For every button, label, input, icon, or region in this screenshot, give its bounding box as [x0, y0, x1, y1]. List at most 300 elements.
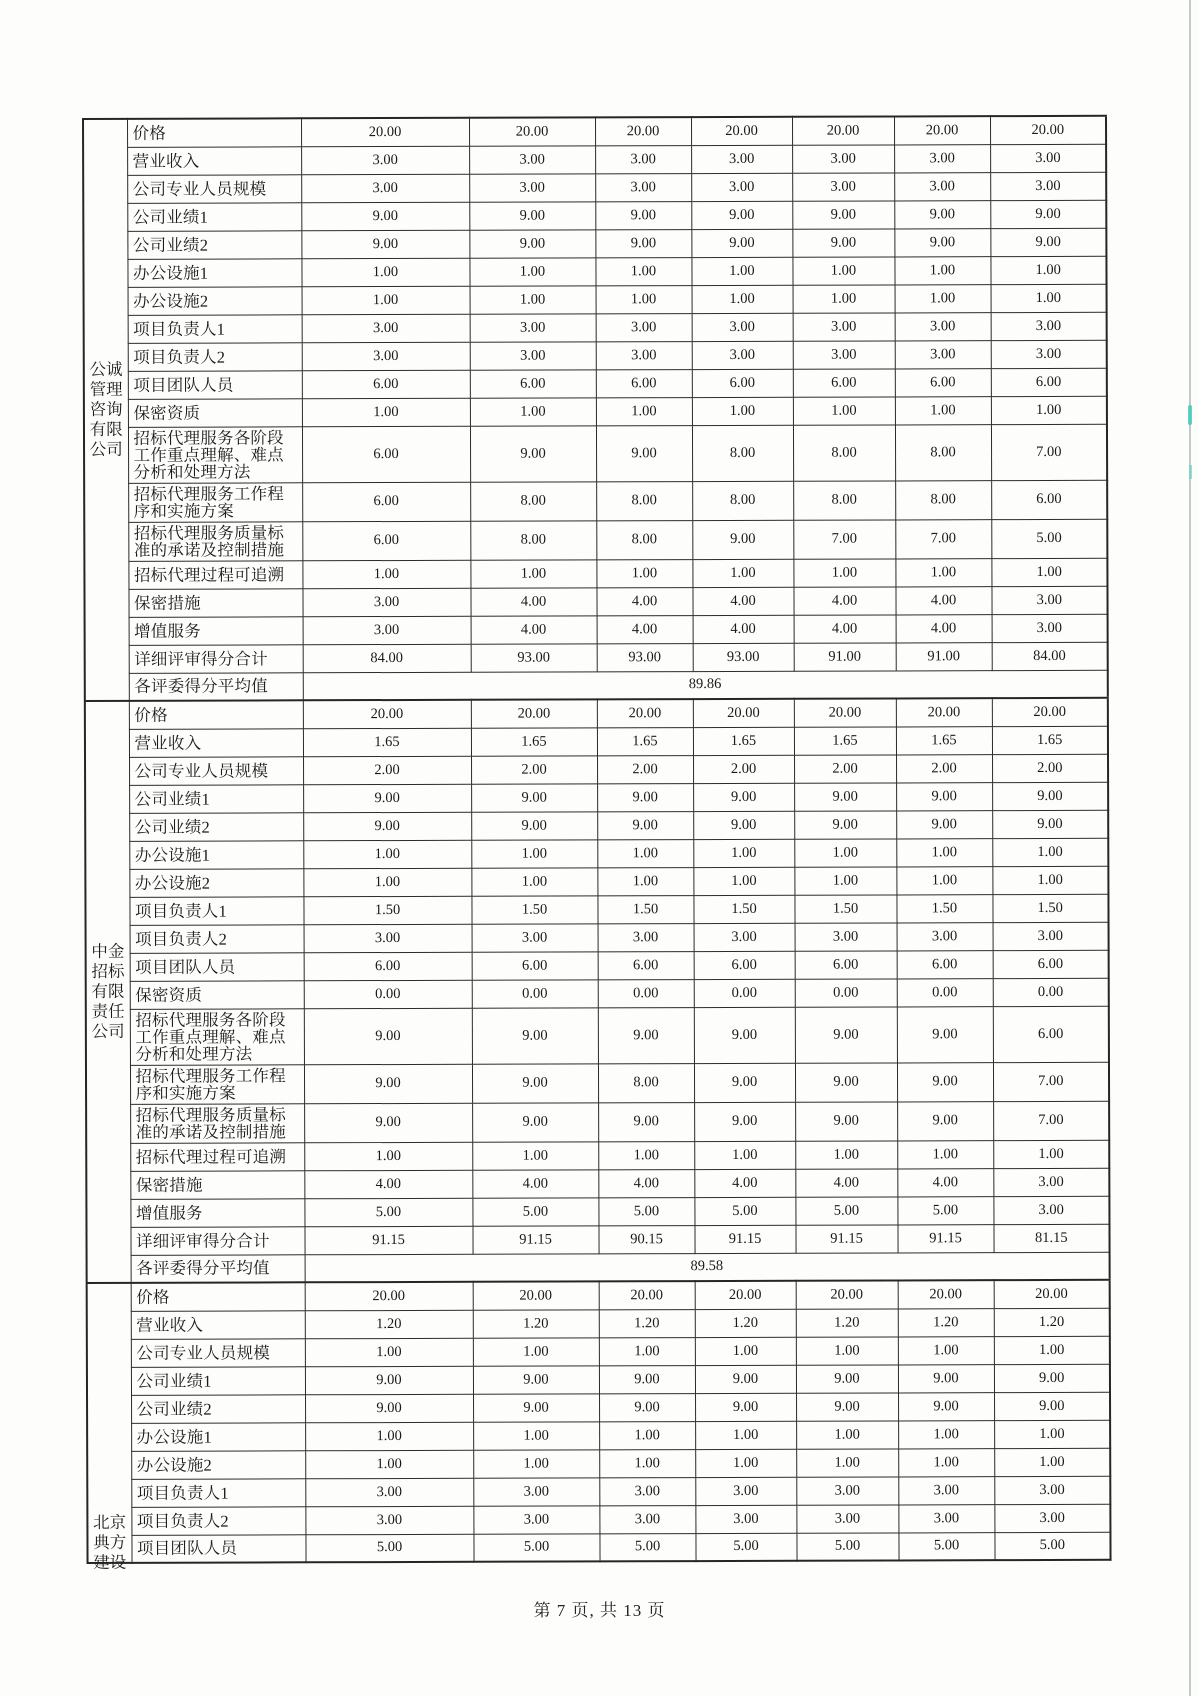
score-value-cell: 1.00 — [597, 839, 693, 867]
score-value-cell: 3.00 — [595, 173, 691, 201]
score-value-cell: 1.00 — [795, 1140, 897, 1168]
score-value-cell: 1.50 — [597, 895, 693, 923]
score-value-cell: 1.00 — [691, 257, 792, 285]
score-value-cell: 1.00 — [599, 1421, 695, 1449]
score-value-cell: 6.00 — [472, 951, 598, 979]
score-value-cell: 8.00 — [598, 1063, 694, 1102]
score-value-cell: 1.00 — [471, 839, 597, 867]
score-value-cell: 3.00 — [473, 1505, 599, 1533]
score-value-cell: 9.00 — [694, 1102, 795, 1141]
score-value-cell: 3.00 — [894, 144, 990, 172]
score-value-cell: 9.00 — [595, 201, 691, 229]
score-value-cell: 1.00 — [793, 396, 895, 424]
company-name-cell — [87, 1283, 132, 1572]
score-value-cell: 1.20 — [473, 1309, 599, 1337]
criteria-label-cell: 营业收入 — [127, 146, 301, 175]
table-row — [85, 782, 1108, 813]
score-value-cell: 9.00 — [693, 783, 794, 811]
table-row — [86, 1140, 1109, 1171]
score-value-cell: 2.00 — [794, 754, 896, 782]
score-value-cell: 3.00 — [598, 923, 694, 951]
score-value-cell: 9.00 — [469, 201, 595, 229]
score-value-cell: 9.00 — [896, 782, 992, 810]
score-value-cell: 5.00 — [599, 1533, 695, 1561]
score-value-cell: 1.20 — [599, 1309, 695, 1337]
total-value-cell: 91.00 — [896, 642, 992, 670]
score-value-cell: 1.00 — [694, 1141, 795, 1169]
score-value-cell: 1.20 — [994, 1308, 1110, 1336]
score-value-cell: 8.00 — [470, 520, 596, 559]
criteria-label-cell: 公司业绩1 — [129, 784, 303, 813]
table-row — [87, 1392, 1110, 1423]
score-value-cell: 1.00 — [693, 867, 794, 895]
score-value-cell: 6.00 — [991, 368, 1107, 396]
score-value-cell: 1.00 — [796, 1448, 898, 1476]
score-value-cell: 1.00 — [895, 396, 991, 424]
criteria-label-cell: 项目负责人2 — [128, 342, 302, 371]
table-row — [85, 810, 1108, 841]
score-value-cell: 3.00 — [305, 1506, 473, 1535]
score-value-cell: 3.00 — [691, 145, 792, 173]
criteria-label-cell: 公司业绩2 — [127, 230, 301, 259]
total-value-cell: 91.15 — [795, 1224, 897, 1252]
score-value-cell: 3.00 — [895, 312, 991, 340]
score-value-cell: 20.00 — [473, 1281, 599, 1309]
score-value-cell: 8.00 — [470, 481, 596, 520]
score-value-cell: 1.00 — [303, 868, 471, 897]
score-value-cell: 9.00 — [301, 230, 469, 259]
score-value-cell: 5.00 — [796, 1532, 898, 1560]
criteria-label-cell: 项目团队人员 — [130, 952, 304, 981]
total-value-cell: 91.15 — [897, 1224, 993, 1252]
score-value-cell: 5.00 — [898, 1532, 994, 1560]
average-score-row — [85, 670, 1108, 701]
score-value-cell: 4.00 — [694, 1169, 795, 1197]
score-value-cell: 3.00 — [692, 313, 793, 341]
score-value-cell: 0.00 — [897, 978, 993, 1006]
score-value-cell: 8.00 — [692, 481, 793, 520]
company-name-line: 公司 — [91, 1021, 125, 1041]
criteria-label-cell: 招标代理过程可追溯 — [130, 1142, 304, 1171]
score-value-cell: 9.00 — [599, 1365, 695, 1393]
score-value-cell: 4.00 — [597, 615, 693, 643]
company-name-cell — [85, 701, 131, 1283]
score-value-cell: 1.00 — [794, 866, 896, 894]
score-value-cell: 1.65 — [693, 727, 794, 755]
score-value-cell: 9.00 — [473, 1365, 599, 1393]
score-value-cell: 1.20 — [898, 1308, 994, 1336]
score-value-cell: 5.00 — [472, 1197, 598, 1225]
score-value-cell: 20.00 — [994, 1280, 1110, 1308]
evaluation-score-table — [82, 115, 1112, 1572]
score-value-cell: 2.00 — [693, 755, 794, 783]
table-row — [87, 1336, 1110, 1367]
score-value-cell: 1.50 — [794, 894, 896, 922]
table-row — [84, 284, 1107, 315]
score-value-cell: 6.00 — [470, 369, 596, 397]
score-value-cell: 9.00 — [469, 229, 595, 257]
criteria-label-cell: 办公设施2 — [129, 868, 303, 897]
score-value-cell: 3.00 — [993, 1196, 1109, 1224]
criteria-label-cell: 公司业绩2 — [131, 1394, 305, 1423]
score-value-cell: 6.00 — [993, 950, 1109, 978]
average-label-cell: 各评委得分平均值 — [131, 1254, 305, 1283]
score-value-cell: 3.00 — [992, 614, 1108, 642]
table-row — [83, 116, 1106, 147]
total-value-cell: 84.00 — [992, 642, 1108, 670]
criteria-label-cell: 公司专业人员规模 — [127, 174, 301, 203]
score-value-cell: 5.00 — [598, 1197, 694, 1225]
total-value-cell: 91.15 — [304, 1226, 472, 1255]
score-value-cell: 1.00 — [305, 1450, 473, 1479]
score-value-cell: 3.00 — [695, 1505, 796, 1533]
score-value-cell: 1.20 — [695, 1309, 796, 1337]
score-value-cell: 1.00 — [695, 1337, 796, 1365]
score-value-cell: 9.00 — [472, 1063, 598, 1102]
score-value-cell: 3.00 — [302, 588, 470, 617]
score-value-cell: 9.00 — [898, 1364, 994, 1392]
score-value-cell: 20.00 — [794, 698, 896, 726]
criteria-label-cell: 公司业绩2 — [129, 812, 303, 841]
score-value-cell: 9.00 — [792, 200, 894, 228]
criteria-label-cell: 公司业绩1 — [131, 1366, 305, 1395]
score-value-cell: 3.00 — [991, 586, 1107, 614]
score-value-cell: 2.00 — [896, 754, 992, 782]
score-value-cell: 1.00 — [695, 1421, 796, 1449]
score-value-cell: 1.00 — [692, 559, 793, 587]
score-value-cell: 2.00 — [471, 755, 597, 783]
score-value-cell: 9.00 — [792, 228, 894, 256]
criteria-label-cell: 招标代理服务各阶段工作重点理解、难点分析和处理方法 — [128, 426, 302, 483]
criteria-label-cell: 办公设施2 — [131, 1450, 305, 1479]
total-value-cell: 91.15 — [472, 1225, 598, 1253]
score-value-cell: 4.00 — [793, 586, 895, 614]
score-value-cell: 3.00 — [991, 340, 1107, 368]
score-value-cell: 6.00 — [304, 952, 472, 981]
score-value-cell: 4.00 — [693, 615, 794, 643]
criteria-label-cell: 招标代理过程可追溯 — [128, 560, 302, 589]
score-value-cell: 9.00 — [695, 1393, 796, 1421]
score-value-cell: 6.00 — [993, 1006, 1109, 1062]
table-row — [86, 1006, 1109, 1065]
score-value-cell: 3.00 — [991, 312, 1107, 340]
score-value-cell: 4.00 — [471, 615, 597, 643]
criteria-label-cell: 项目负责人2 — [130, 924, 304, 953]
score-value-cell: 4.00 — [596, 587, 692, 615]
score-value-cell: 4.00 — [794, 614, 896, 642]
criteria-label-cell: 项目负责人1 — [131, 1478, 305, 1507]
score-value-cell: 9.00 — [795, 1006, 897, 1062]
score-value-cell: 1.00 — [895, 284, 991, 312]
score-value-cell: 9.00 — [470, 425, 596, 481]
score-value-cell: 1.00 — [792, 256, 894, 284]
table-row — [84, 396, 1107, 427]
table-row — [83, 200, 1106, 231]
table-row — [86, 1101, 1109, 1143]
score-value-cell: 1.00 — [302, 560, 470, 589]
score-value-cell: 8.00 — [692, 425, 793, 481]
score-value-cell: 1.00 — [471, 867, 597, 895]
score-value-cell: 1.00 — [894, 256, 990, 284]
score-value-cell: 3.00 — [897, 922, 993, 950]
score-value-cell: 9.00 — [694, 1007, 795, 1063]
score-value-cell: 7.00 — [793, 519, 895, 558]
scan-edge-artifact — [1189, 0, 1191, 1696]
company-name-line: 责任 — [91, 1001, 125, 1021]
criteria-label-cell: 办公设施1 — [131, 1422, 305, 1451]
score-value-cell: 5.00 — [694, 1197, 795, 1225]
score-value-cell: 3.00 — [994, 1504, 1110, 1532]
score-value-cell: 7.00 — [991, 424, 1107, 480]
score-value-cell: 9.00 — [691, 201, 792, 229]
score-value-cell: 1.00 — [596, 285, 692, 313]
score-value-cell: 6.00 — [793, 368, 895, 396]
scan-edge-teal-artifact — [1188, 405, 1192, 425]
score-value-cell: 5.00 — [473, 1533, 599, 1561]
criteria-label-cell: 保密措施 — [130, 1170, 304, 1199]
table-row — [83, 172, 1106, 203]
page-footer: 第 7 页, 共 13 页 — [533, 1601, 666, 1620]
score-value-cell: 1.65 — [471, 727, 597, 755]
scan-edge-teal-artifact — [1189, 465, 1192, 479]
score-value-cell: 0.00 — [472, 979, 598, 1007]
table-row — [86, 1062, 1109, 1104]
score-value-cell: 1.65 — [303, 728, 471, 757]
company-block — [87, 1280, 1111, 1572]
score-value-cell: 3.00 — [303, 616, 471, 645]
score-value-cell: 6.00 — [598, 951, 694, 979]
score-value-cell: 9.00 — [794, 782, 896, 810]
criteria-label-cell: 价格 — [127, 118, 301, 147]
criteria-label-cell: 办公设施2 — [128, 286, 302, 315]
score-value-cell: 1.00 — [990, 256, 1106, 284]
table-row — [87, 1308, 1110, 1339]
score-value-cell: 8.00 — [895, 480, 991, 519]
criteria-label-cell: 价格 — [131, 1282, 305, 1311]
score-value-cell: 1.00 — [898, 1336, 994, 1364]
score-value-cell: 9.00 — [305, 1394, 473, 1423]
score-value-cell: 9.00 — [794, 810, 896, 838]
score-value-cell: 8.00 — [895, 424, 991, 480]
score-value-cell: 0.00 — [598, 979, 694, 1007]
criteria-label-cell: 办公设施1 — [129, 840, 303, 869]
criteria-label-cell: 招标代理服务工作程序和实施方案 — [128, 482, 302, 522]
score-value-cell: 1.00 — [991, 284, 1107, 312]
score-value-cell: 1.00 — [596, 397, 692, 425]
score-value-cell: 9.00 — [894, 200, 990, 228]
score-value-cell: 1.00 — [301, 258, 469, 287]
table-row — [83, 228, 1106, 259]
score-value-cell: 9.00 — [304, 1008, 472, 1065]
table-row — [85, 838, 1108, 869]
score-value-cell: 3.00 — [599, 1477, 695, 1505]
score-value-cell: 9.00 — [598, 1102, 694, 1141]
score-value-cell: 3.00 — [305, 1478, 473, 1507]
score-value-cell: 9.00 — [992, 782, 1108, 810]
company-name-cell — [83, 119, 129, 701]
score-value-cell: 3.00 — [990, 144, 1106, 172]
score-value-cell: 5.00 — [897, 1196, 993, 1224]
score-value-cell: 1.00 — [994, 1336, 1110, 1364]
score-value-cell: 9.00 — [796, 1364, 898, 1392]
score-value-cell: 5.00 — [994, 1532, 1110, 1560]
score-value-cell: 6.00 — [694, 951, 795, 979]
score-value-cell: 1.00 — [994, 1420, 1110, 1448]
total-value-cell: 93.00 — [693, 643, 794, 671]
evaluation-table-region — [80, 110, 1112, 1576]
total-value-cell: 84.00 — [303, 644, 471, 673]
score-value-cell: 1.00 — [305, 1422, 473, 1451]
score-value-cell: 1.65 — [597, 727, 693, 755]
score-value-cell: 3.00 — [994, 1476, 1110, 1504]
score-value-cell: 6.00 — [991, 480, 1107, 519]
table-row — [87, 1504, 1110, 1535]
total-value-cell: 93.00 — [471, 643, 597, 671]
criteria-label-cell: 招标代理服务质量标准的承诺及控制措施 — [130, 1103, 304, 1143]
average-label-cell: 各评委得分平均值 — [129, 672, 303, 701]
company-name-line: 公诚 — [89, 359, 123, 379]
score-value-cell: 3.00 — [301, 146, 469, 175]
score-value-cell: 7.00 — [993, 1101, 1109, 1140]
score-value-cell: 4.00 — [897, 1168, 993, 1196]
company-name-line: 典方 — [93, 1532, 127, 1552]
score-value-cell: 1.50 — [992, 894, 1108, 922]
criteria-label-cell: 项目负责人1 — [129, 896, 303, 925]
table-row — [87, 1476, 1110, 1507]
criteria-label-cell: 项目负责人1 — [128, 314, 302, 343]
score-value-cell: 9.00 — [598, 1007, 694, 1063]
total-value-cell: 93.00 — [597, 643, 693, 671]
table-row — [85, 754, 1108, 785]
score-value-cell: 1.00 — [796, 1420, 898, 1448]
score-value-cell: 9.00 — [898, 1392, 994, 1420]
score-value-cell: 20.00 — [303, 700, 471, 729]
score-value-cell: 9.00 — [896, 810, 992, 838]
table-row — [85, 614, 1108, 645]
table-row — [87, 1420, 1110, 1451]
score-value-cell: 9.00 — [472, 1007, 598, 1063]
score-value-cell: 3.00 — [898, 1504, 994, 1532]
table-row — [86, 950, 1109, 981]
score-value-cell: 20.00 — [898, 1280, 994, 1308]
score-value-cell: 9.00 — [305, 1366, 473, 1395]
score-value-cell: 9.00 — [693, 811, 794, 839]
table-row — [86, 1168, 1109, 1199]
score-value-cell: 5.00 — [305, 1534, 473, 1563]
score-value-cell: 1.00 — [991, 396, 1107, 424]
score-value-cell: 9.00 — [471, 783, 597, 811]
score-value-cell: 2.00 — [992, 754, 1108, 782]
score-value-cell: 9.00 — [303, 812, 471, 841]
score-value-cell: 9.00 — [795, 1101, 897, 1140]
score-value-cell: 9.00 — [992, 810, 1108, 838]
criteria-label-cell: 价格 — [129, 700, 303, 729]
score-value-cell: 3.00 — [793, 340, 895, 368]
score-value-cell: 6.00 — [302, 370, 470, 399]
score-value-cell: 1.20 — [305, 1310, 473, 1339]
score-value-cell: 9.00 — [473, 1393, 599, 1421]
score-value-cell: 0.00 — [694, 979, 795, 1007]
table-row — [84, 558, 1107, 589]
score-value-cell: 9.00 — [597, 783, 693, 811]
score-value-cell: 1.00 — [992, 866, 1108, 894]
score-value-cell: 4.00 — [598, 1169, 694, 1197]
table-row — [84, 312, 1107, 343]
score-value-cell: 5.00 — [991, 519, 1107, 558]
table-row — [84, 480, 1107, 522]
score-value-cell: 6.00 — [895, 368, 991, 396]
score-value-cell: 1.50 — [693, 895, 794, 923]
score-value-cell: 9.00 — [304, 1103, 472, 1143]
score-value-cell: 20.00 — [471, 699, 597, 727]
score-value-cell: 0.00 — [795, 978, 897, 1006]
score-value-cell: 1.00 — [598, 1141, 694, 1169]
score-value-cell: 6.00 — [302, 521, 470, 561]
score-value-cell: 1.65 — [794, 726, 896, 754]
score-value-cell: 1.00 — [305, 1338, 473, 1367]
score-value-cell: 1.65 — [896, 726, 992, 754]
score-value-cell: 1.00 — [695, 1449, 796, 1477]
company-name-line: 有限 — [89, 419, 123, 439]
score-value-cell: 20.00 — [796, 1280, 898, 1308]
score-value-cell: 6.00 — [897, 950, 993, 978]
score-value-cell: 3.00 — [469, 145, 595, 173]
score-value-cell: 3.00 — [470, 313, 596, 341]
company-name-line: 咨询 — [89, 399, 123, 419]
score-value-cell: 4.00 — [472, 1169, 598, 1197]
score-value-cell: 1.00 — [302, 286, 470, 315]
score-value-cell: 3.00 — [895, 340, 991, 368]
score-value-cell: 9.00 — [597, 811, 693, 839]
criteria-label-cell: 项目负责人2 — [131, 1506, 305, 1535]
criteria-label-cell: 保密资质 — [130, 980, 304, 1009]
total-label-cell: 详细评审得分合计 — [129, 644, 303, 673]
score-value-cell: 9.00 — [897, 1006, 993, 1062]
company-block — [83, 116, 1108, 701]
score-value-cell: 5.00 — [795, 1196, 897, 1224]
score-value-cell: 3.00 — [694, 923, 795, 951]
score-value-cell: 3.00 — [793, 312, 895, 340]
criteria-label-cell: 项目团队人员 — [131, 1534, 305, 1563]
score-value-cell: 20.00 — [599, 1281, 695, 1309]
score-value-cell: 3.00 — [470, 341, 596, 369]
score-value-cell: 1.20 — [796, 1308, 898, 1336]
score-value-cell: 20.00 — [792, 116, 894, 144]
score-value-cell: 7.00 — [895, 519, 991, 558]
company-block — [85, 698, 1110, 1283]
table-row — [83, 144, 1106, 175]
score-value-cell: 3.00 — [993, 1168, 1109, 1196]
score-value-cell: 3.00 — [692, 341, 793, 369]
table-row — [83, 256, 1106, 287]
score-value-cell: 9.00 — [796, 1392, 898, 1420]
score-value-cell: 9.00 — [695, 1365, 796, 1393]
score-value-cell: 6.00 — [795, 950, 897, 978]
company-name-line: 有限 — [91, 981, 125, 1001]
company-name — [87, 942, 130, 1042]
total-value-cell: 91.15 — [694, 1225, 795, 1253]
criteria-label-cell: 营业收入 — [131, 1310, 305, 1339]
table-row — [85, 726, 1108, 757]
score-value-cell: 20.00 — [305, 1282, 473, 1311]
score-value-cell: 1.00 — [470, 559, 596, 587]
score-value-cell: 6.00 — [596, 369, 692, 397]
score-value-cell: 1.50 — [471, 895, 597, 923]
criteria-label-cell: 招标代理服务工作程序和实施方案 — [130, 1064, 304, 1104]
company-name-line: 中金 — [91, 941, 125, 961]
score-value-cell: 9.00 — [694, 1063, 795, 1102]
score-value-cell: 9.00 — [471, 811, 597, 839]
